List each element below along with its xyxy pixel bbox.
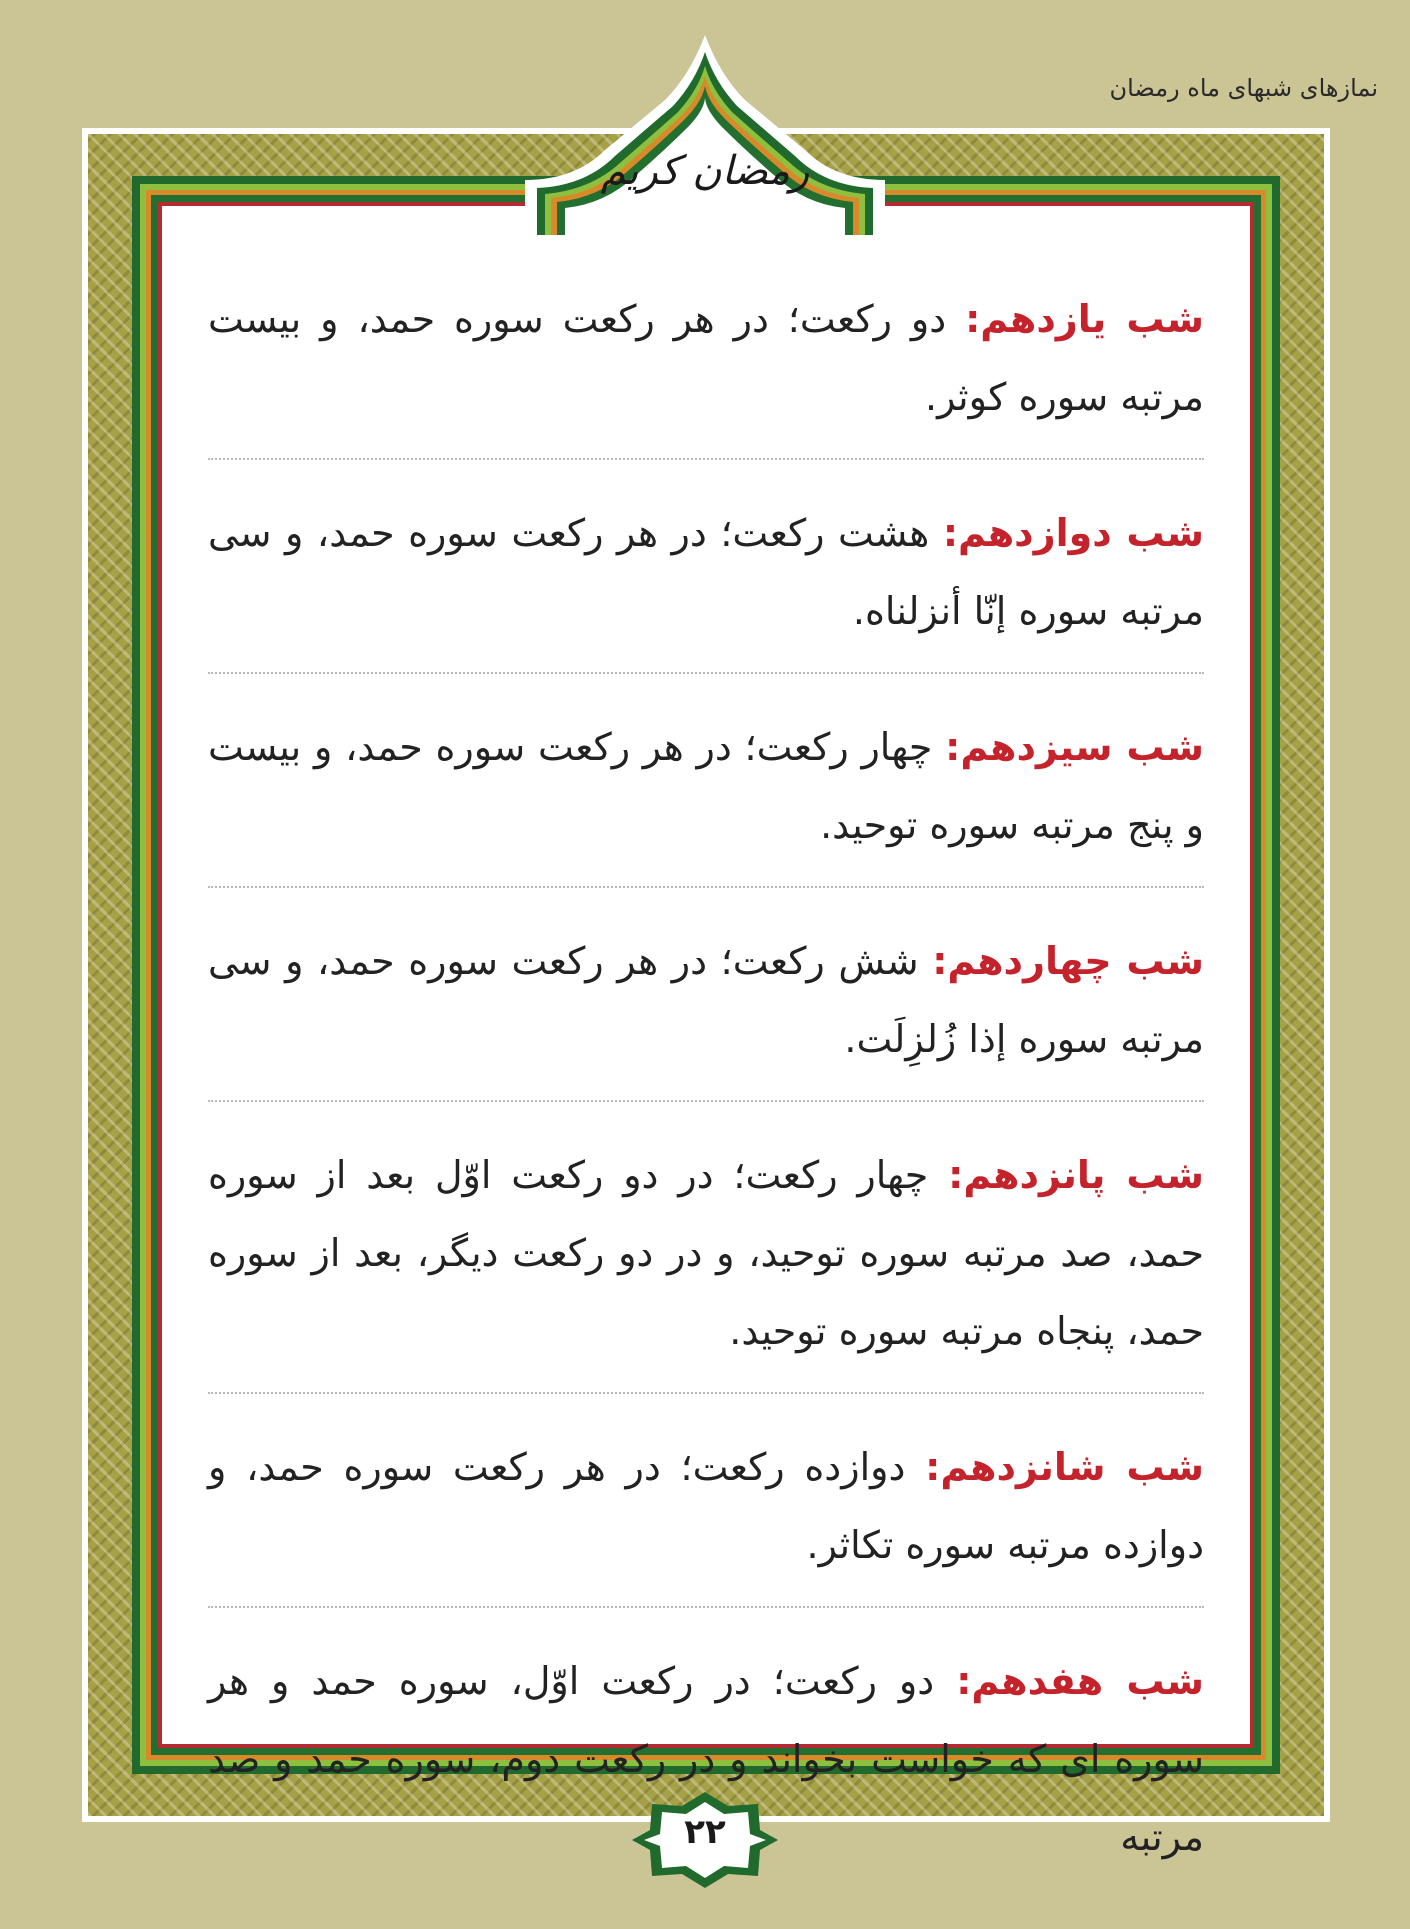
list-item [208, 270, 1204, 460]
entry-paragraph [208, 280, 1204, 436]
prayer-entries-list [208, 270, 1204, 1922]
entry-text: دو رکعت؛ در هر رکعت سوره حمد، و بیست مرتبه سوره کوثر. [208, 297, 1204, 419]
list-item [208, 698, 1204, 888]
entry-title: شب هفدهم: [956, 1659, 1204, 1703]
emblem-title: رمضان کریم [600, 148, 810, 194]
entry-text: دو رکعت؛ در رکعت اوّل، سوره حمد و هر سوره ای که خواست بخواند و در رکعت دوم، سوره حمد و صد مرتبه [208, 1659, 1204, 1859]
entry-text: هشت رکعت؛ در هر رکعت سوره حمد، و سی مرتبه سوره إنّا أنزلناه. [208, 511, 1204, 633]
list-item [208, 1418, 1204, 1608]
page-number: ۲۲ [684, 1812, 726, 1852]
entry-title: شب چهاردهم: [932, 939, 1204, 983]
entry-title: شب شانزدهم: [925, 1445, 1204, 1489]
entry-title: شب پانزدهم: [948, 1153, 1204, 1197]
entry-text: چهار رکعت؛ در دو رکعت اوّل بعد از سوره حمد، صد مرتبه سوره توحید، و در دو رکعت دیگر، بعد از سوره حمد، پنجاه مرتبه سوره توحید. [208, 1153, 1204, 1353]
entry-paragraph [208, 494, 1204, 650]
ramadan-emblem-icon [515, 30, 895, 235]
entry-paragraph [208, 1136, 1204, 1370]
running-head: نمازهای شبهای ماه رمضان [1109, 74, 1378, 102]
entry-paragraph [208, 922, 1204, 1078]
entry-title: شب دوازدهم: [942, 511, 1204, 555]
list-item [208, 912, 1204, 1102]
list-item [208, 1126, 1204, 1394]
entry-text: شش رکعت؛ در هر رکعت سوره حمد، و سی مرتبه سوره إذا زُلزِلَت. [208, 939, 1204, 1061]
entry-text: دوازده رکعت؛ در هر رکعت سوره حمد، و دوازده مرتبه سوره تکاثر. [208, 1445, 1204, 1567]
entry-paragraph [208, 1428, 1204, 1584]
list-item [208, 484, 1204, 674]
entry-paragraph [208, 708, 1204, 864]
entry-title: شب یازدهم: [965, 297, 1204, 341]
entry-text: چهار رکعت؛ در هر رکعت سوره حمد، و بیست و پنج مرتبه سوره توحید. [208, 725, 1204, 847]
entry-title: شب سیزدهم: [945, 725, 1204, 769]
